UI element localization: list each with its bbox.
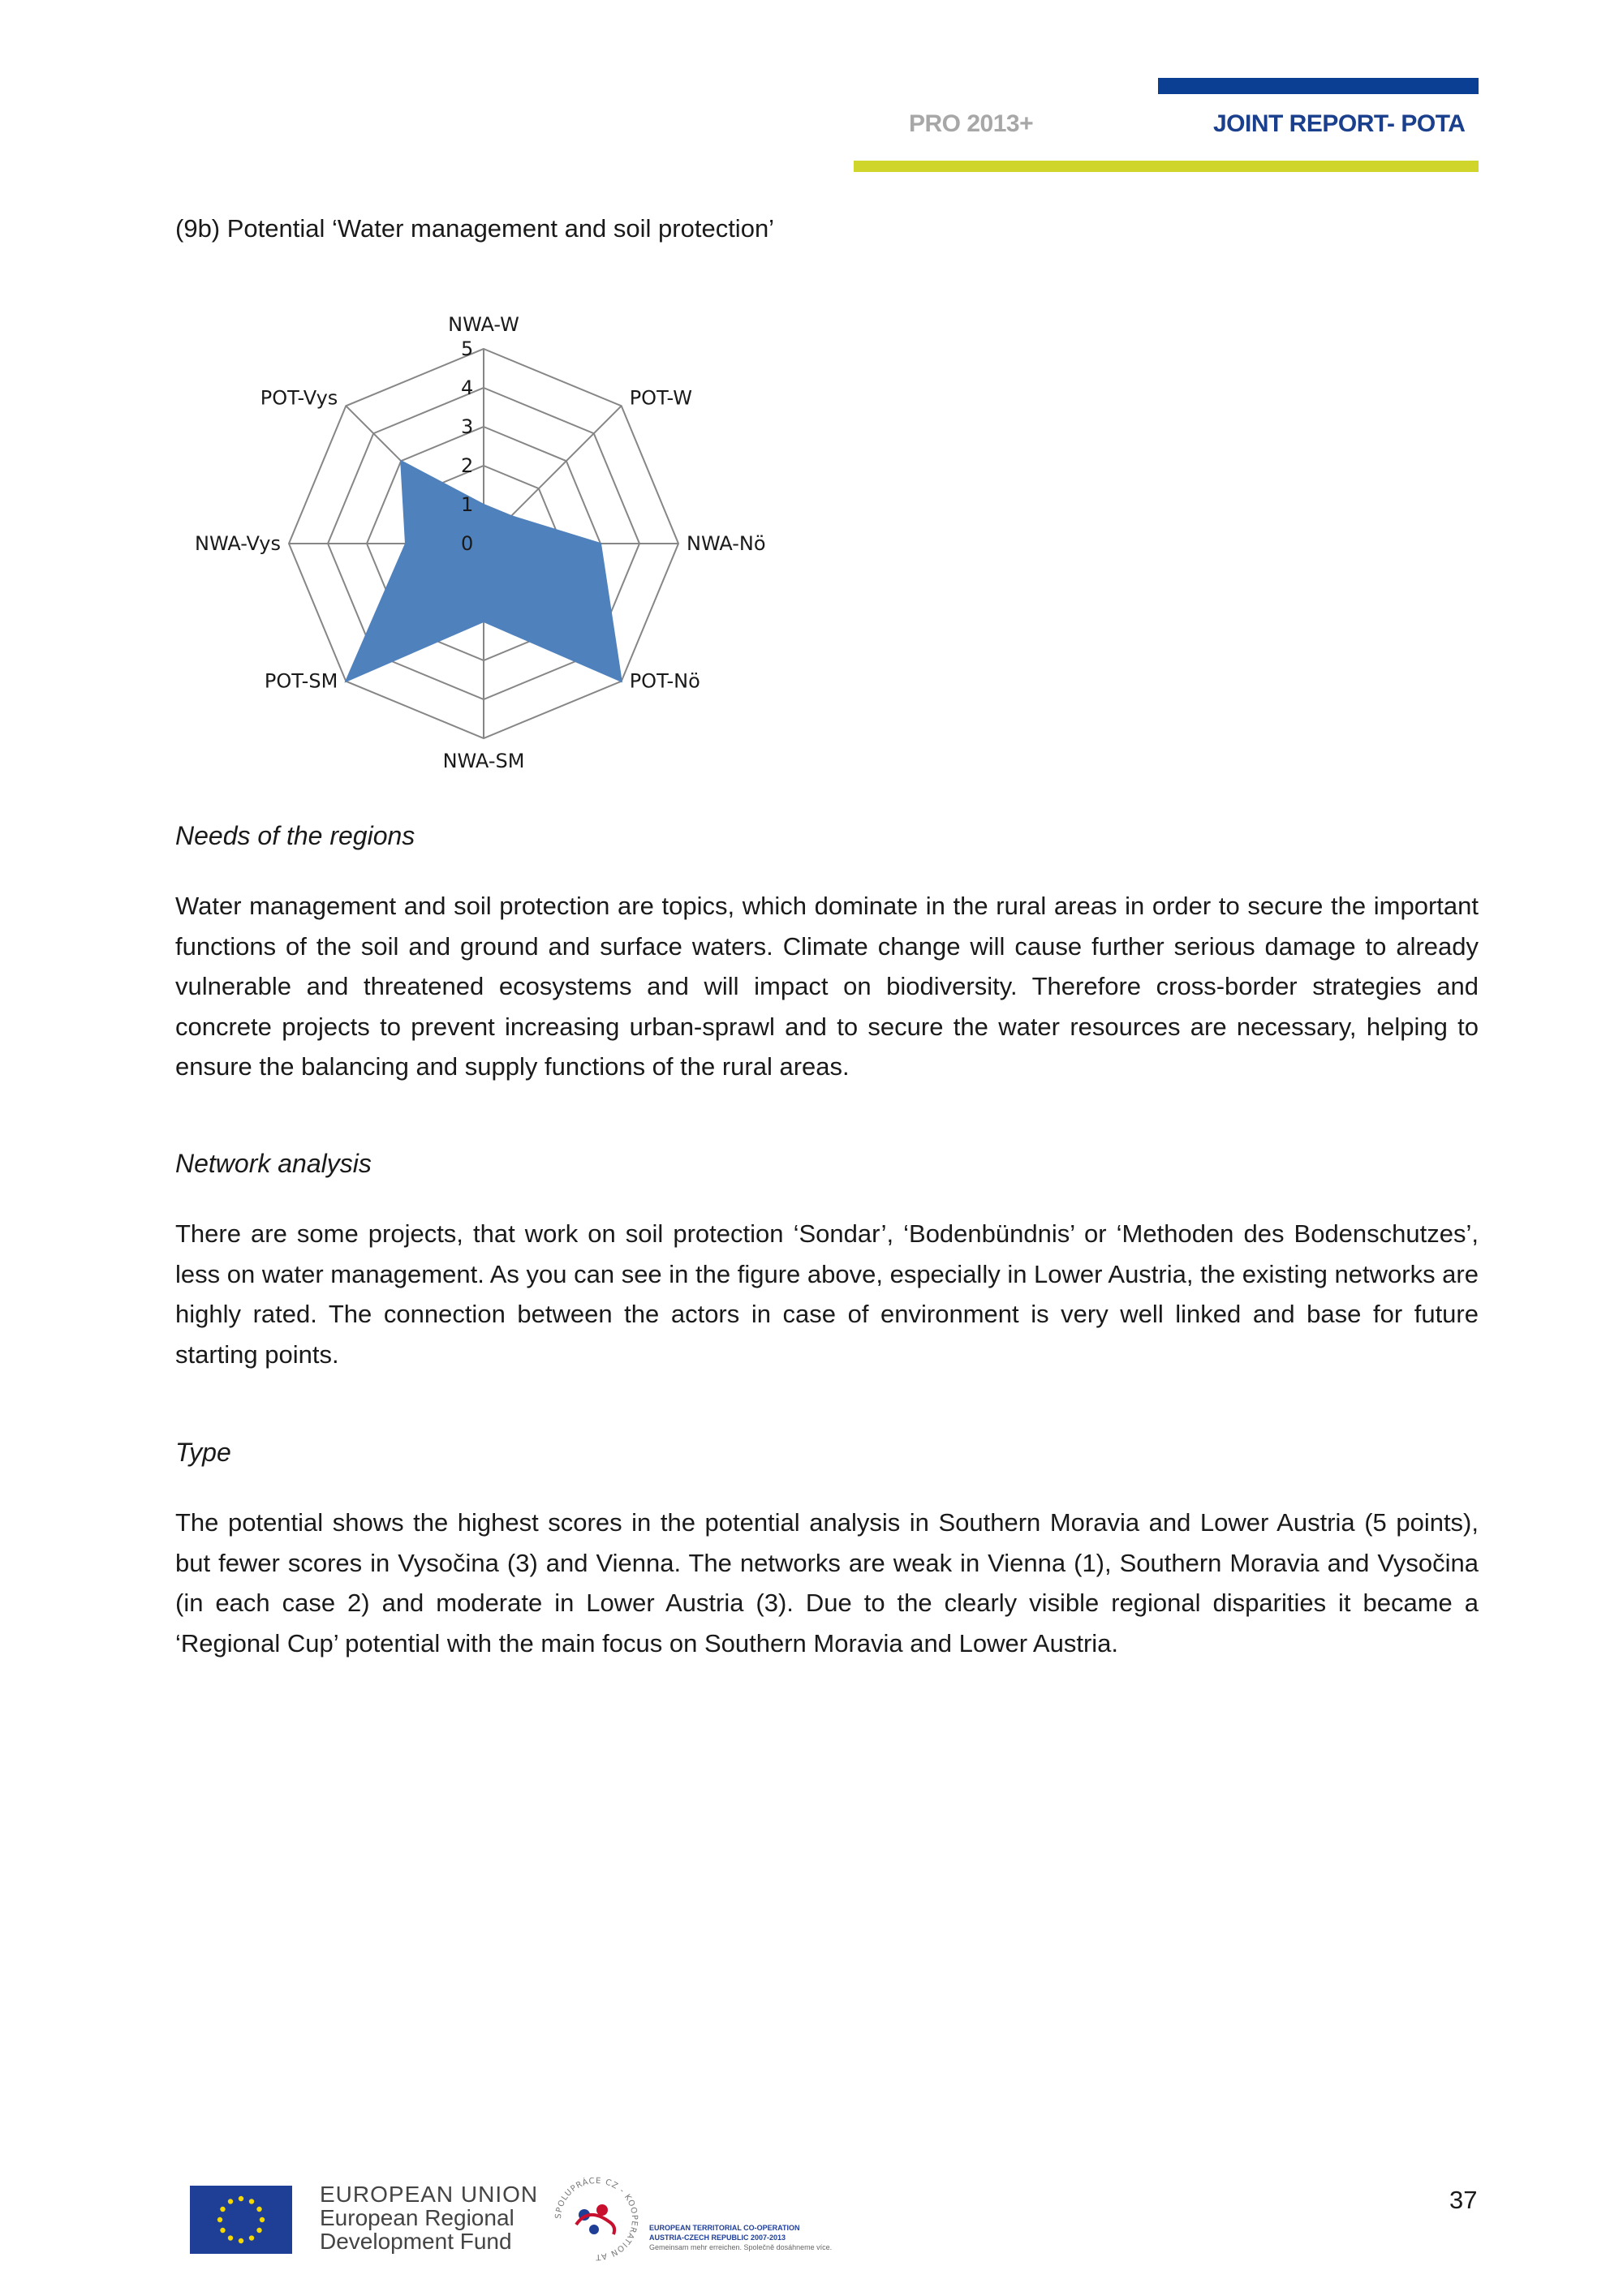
eu-star-icon	[260, 2217, 265, 2222]
axis-label-nwa-nö: NWA-Nö	[687, 532, 766, 555]
eu-star-icon	[220, 2207, 225, 2212]
eu-line-1: EUROPEAN UNION	[320, 2182, 539, 2207]
page-number: 37	[1449, 2186, 1478, 2214]
eu-star-icon	[220, 2228, 225, 2233]
header-right-title: JOINT REPORT- POTA	[1213, 110, 1466, 137]
tick-label-0: 0	[461, 532, 474, 555]
axis-label-nwa-vys: NWA-Vys	[195, 532, 281, 555]
section-text-type: The potential shows the highest scores in the potential analysis in Southern Moravia and Lower Austria (5 points), but fewer scores in Vysočina (3) and Vienna. The networks are weak in Vienna (1), Southern Moravia and Vysočina (in each case 2) and moderate in Lower Austria (3). Due to the clearly visible regional disparities it became a ‘Regional Cup’ potential with the main focus on Southern Moravia and Lower Austria.	[175, 1508, 1479, 1658]
eu-star-icon	[217, 2217, 222, 2222]
eu-star-icon	[239, 2196, 243, 2201]
tick-label-5: 5	[461, 338, 474, 360]
axis-label-pot-sm: POT-SM	[264, 669, 338, 693]
eu-star-icon	[249, 2235, 254, 2240]
section-text-network: There are some projects, that work on soil protection ‘Sondar’, ‘Bodenbündnis’ or ‘Methoden des Bodenschutzes’, less on water management. As you can see in the figure above, especially in Lower Austria, the existing networks are highly rated. The connection between the actors in case of environment is very well linked and base for future starting points.	[175, 1219, 1479, 1369]
eu-star-icon	[256, 2207, 261, 2212]
tick-label-3: 3	[461, 415, 474, 438]
header-lime-bar	[854, 161, 1479, 172]
eu-star-icon	[256, 2228, 261, 2233]
eu-fund-label	[320, 2182, 538, 2253]
eu-star-icon	[239, 2238, 243, 2243]
cooperation-logo	[552, 2174, 641, 2264]
axis-label-pot-w: POT-W	[629, 386, 692, 410]
tick-label-4: 4	[461, 376, 474, 399]
eu-flag-logo	[190, 2186, 292, 2254]
axis-label-nwa-sm: NWA-SM	[442, 750, 525, 772]
header-left-title: PRO 2013+	[909, 110, 1034, 137]
figure-red-icon	[596, 2204, 608, 2216]
eu-line-2: European Regional	[320, 2205, 514, 2230]
coop-ring-text: SPOLUPRÁCE CZ - KOOPERATION AT	[553, 2176, 639, 2262]
tick-label-1: 1	[461, 493, 474, 516]
svg-text:SPOLUPRÁCE CZ - KOOPERATION AT	[554, 2176, 639, 2261]
tick-label-2: 2	[461, 454, 474, 477]
axis-label-pot-vys: POT-Vys	[260, 386, 338, 410]
eu-line-3: Development Fund	[320, 2229, 512, 2254]
etc-programme-label	[649, 2223, 832, 2252]
section-heading-needs: Needs of the regions	[175, 821, 415, 850]
eu-star-icon	[228, 2235, 233, 2240]
figure-small-blue-icon	[589, 2225, 599, 2234]
eu-stars-icon	[190, 2186, 292, 2254]
axis-label-nwa-w: NWA-W	[448, 313, 519, 336]
header-blue-bar	[1158, 78, 1479, 94]
etc-line-2: AUSTRIA-CZECH REPUBLIC 2007-2013	[649, 2234, 786, 2242]
etc-line-1: EUROPEAN TERRITORIAL CO-OPERATION	[649, 2224, 800, 2232]
section-heading-type: Type	[175, 1438, 231, 1467]
section-heading-network: Network analysis	[175, 1149, 372, 1178]
radar-chart	[175, 300, 792, 787]
figure-caption: (9b) Potential ‘Water management and soil protection’	[175, 214, 775, 243]
axis-label-pot-nö: POT-Nö	[629, 669, 700, 693]
eu-star-icon	[228, 2199, 233, 2204]
section-text-needs: Water management and soil protection are topics, which dominate in the rural areas in order to secure the important functions of the soil and ground and surface waters. Climate change will cause further serious damage to already vulnerable and threatened ecosystems and will impact on biodiversity. Therefore cross-border strategies and concrete projects to prevent increasing urban-sprawl and to secure the water resources are necessary, helping to ensure the balancing and supply functions of the rural areas.	[175, 892, 1479, 1081]
etc-line-3: Gemeinsam mehr erreichen. Společně dosáhneme více.	[649, 2243, 833, 2251]
eu-star-icon	[249, 2199, 254, 2204]
